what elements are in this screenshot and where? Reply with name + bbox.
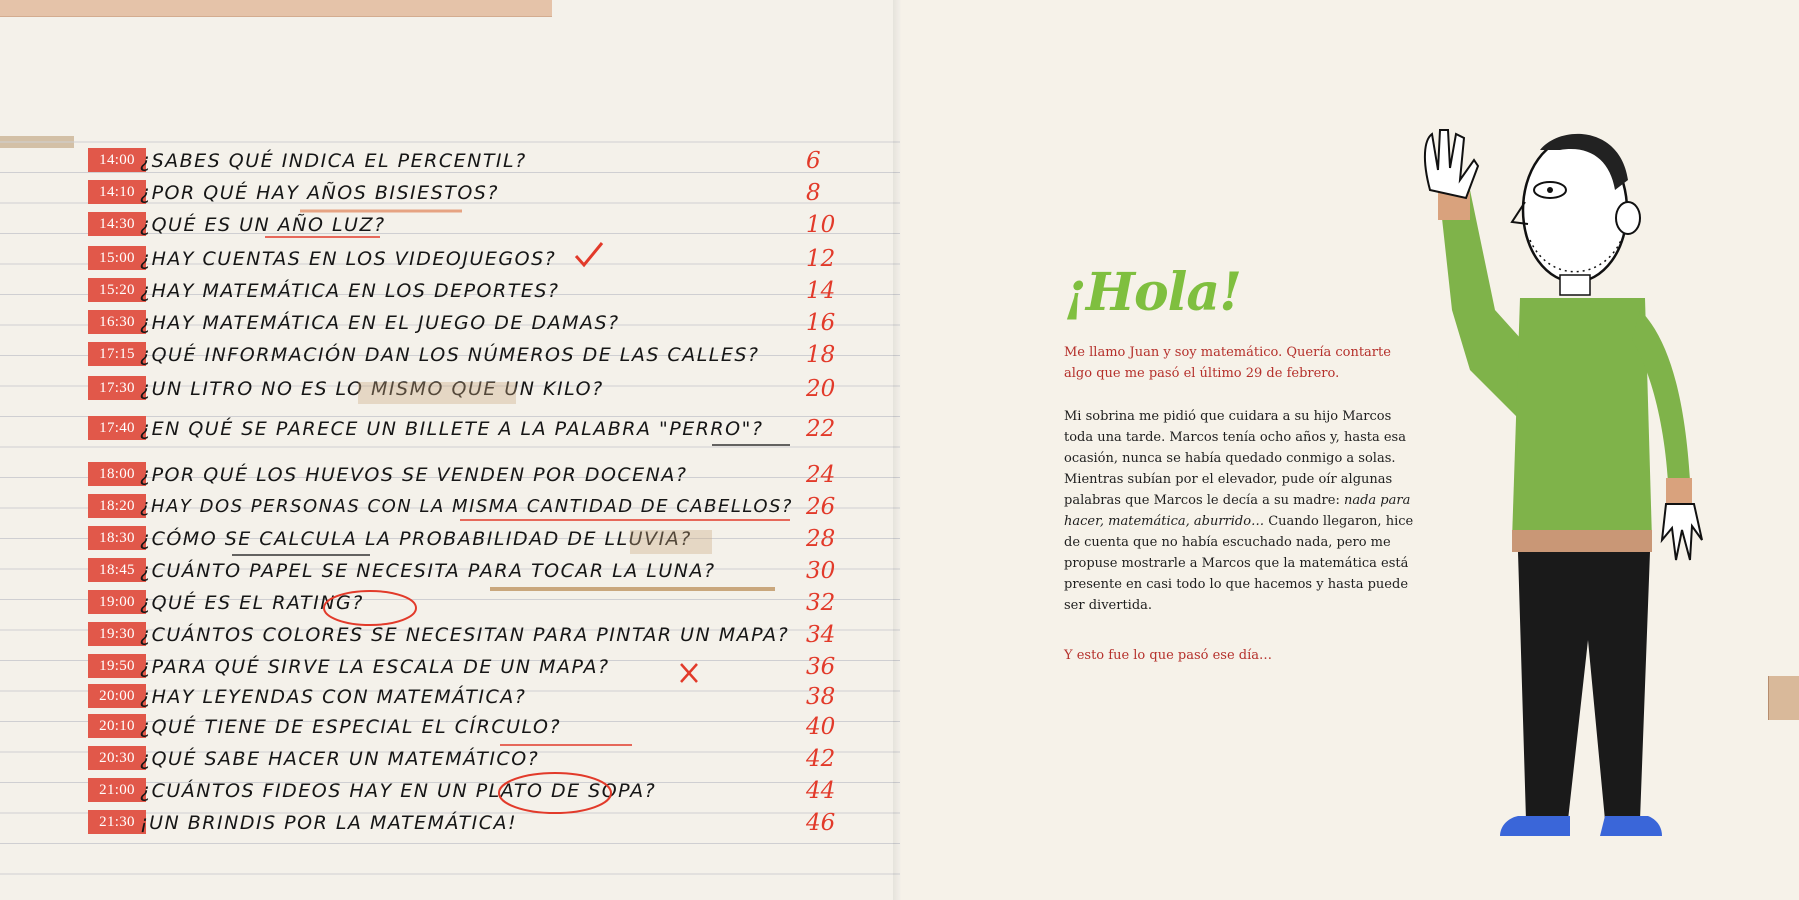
toc-page-number: 28 [806,526,836,552]
lead-paragraph: Me llamo Juan y soy matemático. Quería contarte algo que me pasó el último 29 de febrero. [1064,345,1391,381]
toc-page-number: 30 [806,558,836,584]
time-label: 20:30 [88,746,146,770]
toc-question: ¿HAY DOS PERSONAS CON LA MISMA CANTIDAD DE CABELLOS? [140,496,793,517]
time-label: 18:30 [88,526,146,550]
toc-question: ¿CUÁNTO PAPEL SE NECESITA PARA TOCAR LA LUNA? [140,560,716,582]
mathematician-illustration [1400,120,1730,860]
time-label: 14:30 [88,212,146,236]
tape-strip-edge [1768,676,1799,720]
time-label: 18:20 [88,494,146,518]
time-label: 16:30 [88,310,146,334]
toc-question: ¿QUÉ ES UN AÑO LUZ? [140,214,386,236]
toc-question: ¿QUÉ INFORMACIÓN DAN LOS NÚMEROS DE LAS CALLES? [140,344,760,366]
time-label: 14:10 [88,180,146,204]
time-label: 20:10 [88,714,146,738]
time-label: 17:30 [88,376,146,400]
body-text-2: Cuando llegaron, hice de cuenta que no había escuchado nada, pero me propuse mostrarle a Marcos que la matemática está presente en casi todo lo que hacemos y hasta puede ser divertida. [1064,514,1414,613]
toc-page-number: 38 [806,684,836,710]
toc-page-number: 36 [806,654,836,680]
toc-page-number: 14 [806,278,836,304]
toc-page-number: 6 [806,148,821,174]
toc-page-number: 46 [806,810,836,836]
toc-page-number: 16 [806,310,836,336]
toc-page-number: 34 [806,622,836,648]
toc-page-number: 8 [806,180,821,206]
toc-page-number: 42 [806,746,836,772]
open-hand [1662,504,1702,560]
pupil [1547,187,1553,193]
neck [1560,275,1590,295]
time-label: 15:00 [88,246,146,270]
highlight-lluvia [630,530,712,554]
time-label: 20:00 [88,684,146,708]
toc-question: ¿CUÁNTOS FIDEOS HAY EN UN PLATO DE SOPA? [140,780,657,802]
cross-mark-icon [681,664,697,682]
body-text-italic: nada para hacer, matemática, aburrido… [1064,493,1411,529]
time-label: 18:45 [88,558,146,582]
toc-question: ¿QUÉ SABE HACER UN MATEMÁTICO? [140,748,540,770]
toc-page-number: 20 [806,376,836,402]
wrist-cuff-right [1666,478,1692,504]
toc-page-number: 32 [806,590,836,616]
toc-question: ¿POR QUÉ LOS HUEVOS SE VENDEN POR DOCENA? [140,464,688,486]
toc-question: ¡UN BRINDIS POR LA MATEMÁTICA! [140,812,518,834]
sweater-hem [1512,530,1652,552]
checkmark-icon [576,243,602,265]
circle-rating [324,591,416,625]
time-label: 18:00 [88,462,146,486]
time-label: 17:40 [88,416,146,440]
ear [1616,202,1640,234]
time-label: 21:30 [88,810,146,834]
time-label: 19:30 [88,622,146,646]
toc-question: ¿QUÉ ES EL RATING? [140,592,364,614]
right-shoe [1600,816,1662,836]
circle-plato [499,773,611,813]
time-label: 14:00 [88,148,146,172]
sweater [1512,298,1652,540]
trousers [1518,552,1650,820]
toc-question: ¿HAY LEYENDAS CON MATEMÁTICA? [140,686,527,708]
toc-page-number: 24 [806,462,836,488]
toc-page-number: 12 [806,246,836,272]
body-text-1: Mi sobrina me pidió que cuidara a su hijo Marcos toda una tarde. Marcos tenía ocho años y, hasta esa ocasión, nunca se había quedado conmigo a solas. Mientras subían por el elevador, pude oír algunas palabras que Marcos le decía a su madre: [1064,409,1406,508]
toc-page-number: 18 [806,342,836,368]
toc-question: ¿QUÉ TIENE DE ESPECIAL EL CÍRCULO? [140,716,562,738]
page-heading: ¡Hola! [1064,262,1241,323]
left-shoe [1500,816,1570,836]
body-paragraph [1064,406,1414,616]
toc-page-number: 26 [806,494,836,520]
toc-page-number: 22 [806,416,836,442]
toc-question: ¿CUÁNTOS COLORES SE NECESITAN PARA PINTAR UN MAPA? [140,624,790,646]
toc-question: ¿SABES QUÉ INDICA EL PERCENTIL? [140,150,527,172]
toc-page-number: 40 [806,714,836,740]
toc-question: ¿EN QUÉ SE PARECE UN BILLETE A LA PALABRA "PERRO"? [140,418,764,440]
toc-question: ¿CÓMO SE CALCULA LA PROBABILIDAD DE LLUVIA? [140,528,692,550]
time-label: 19:50 [88,654,146,678]
waving-hand [1425,130,1478,198]
toc-question: ¿PARA QUÉ SIRVE LA ESCALA DE UN MAPA? [140,656,610,678]
toc-question: ¿HAY MATEMÁTICA EN EL JUEGO DE DAMAS? [140,312,620,334]
time-label: 17:15 [88,342,146,366]
time-label: 15:20 [88,278,146,302]
toc-question: ¿HAY CUENTAS EN LOS VIDEOJUEGOS? [140,248,557,270]
time-label: 21:00 [88,778,146,802]
highlight-lo-mismo [358,382,516,404]
closing-line: Y esto fue lo que pasó ese día… [1064,648,1273,663]
toc-question: ¿UN LITRO NO ES LO MISMO QUE UN KILO? [140,378,604,400]
toc-page-number: 44 [806,778,836,804]
toc-question: ¿HAY MATEMÁTICA EN LOS DEPORTES? [140,280,560,302]
toc-question: ¿POR QUÉ HAY AÑOS BISIESTOS? [140,182,499,204]
right-page-intro [900,0,1799,900]
time-label: 19:00 [88,590,146,614]
toc-page-number: 10 [806,212,836,238]
